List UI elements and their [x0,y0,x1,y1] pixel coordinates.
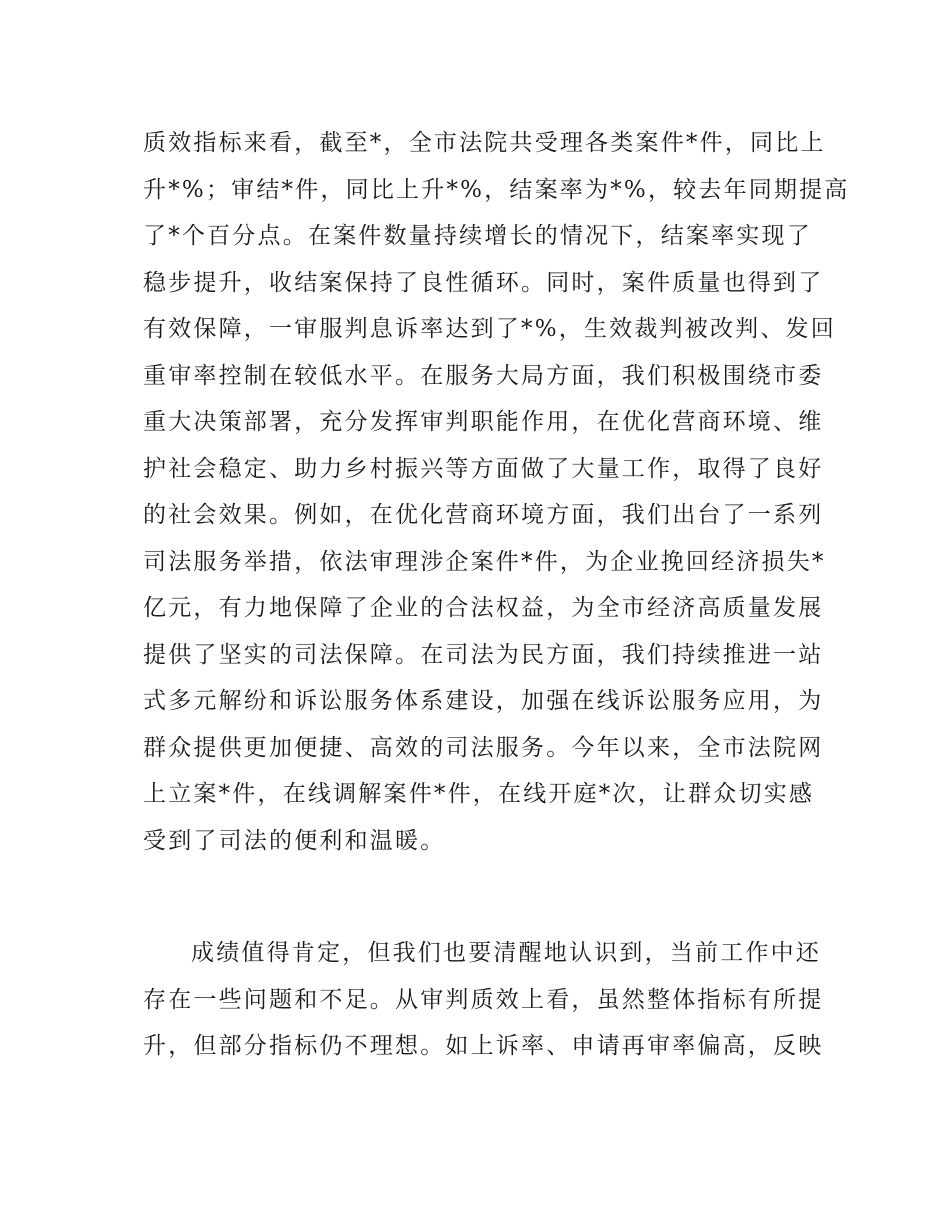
text-line: 司法服务举措，依法审理涉企案件*件，为企业挽回经济损失* [143,548,826,575]
text-line-first: 成绩值得肯定，但我们也要清醒地认识到，当前工作中还 [191,940,821,966]
text-line: 有效保障，一审服判息诉率达到了*%，生效裁判被改判、发回 [143,316,836,342]
text-line: 的社会效果。例如，在优化营商环境方面，我们出台了一系列 [143,502,824,528]
text-line: 了*个百分点。在案件数量持续增长的情况下，结案率实现了 [143,223,812,249]
text-line: 稳步提升，收结案保持了良性循环。同时，案件质量也得到了 [143,269,824,296]
text-line: 重审率控制在较低水平。在服务大局方面，我们积极围绕市委 [143,362,824,389]
paragraph-1 [143,120,850,864]
text-line: 质效指标来看，截至*，全市法院共受理各类案件*件，同比上 [143,130,826,156]
text-line: 升，但部分指标仍不理想。如上诉率、申请再审率偏高，反映 [143,1033,824,1059]
text-line: 群众提供更加便捷、高效的司法服务。今年以来，全市法院网 [143,734,824,761]
text-line: 上立案*件，在线调解案件*件，在线开庭*次，让群众切实感 [143,781,815,807]
text-line: 护社会稳定、助力乡村振兴等方面做了大量工作，取得了良好 [143,455,824,482]
text-line-last: 受到了司法的便利和温暖。 [143,827,446,854]
text-line: 存在一些问题和不足。从审判质效上看，虽然整体指标有所提 [143,986,824,1013]
text-line: 升*%；审结*件，同比上升*%，结案率为*%，较去年同期提高 [143,176,850,203]
text-line: 提供了坚实的司法保障。在司法为民方面，我们持续推进一站 [143,641,824,668]
paragraph-2 [143,930,824,1070]
text-line: 式多元解纷和诉讼服务体系建设，加强在线诉讼服务应用，为 [143,688,824,714]
text-line: 重大决策部署，充分发挥审判职能作用，在优化营商环境、维 [143,409,824,435]
text-line: 亿元，有力地保障了企业的合法权益，为全市经济高质量发展 [143,595,824,621]
